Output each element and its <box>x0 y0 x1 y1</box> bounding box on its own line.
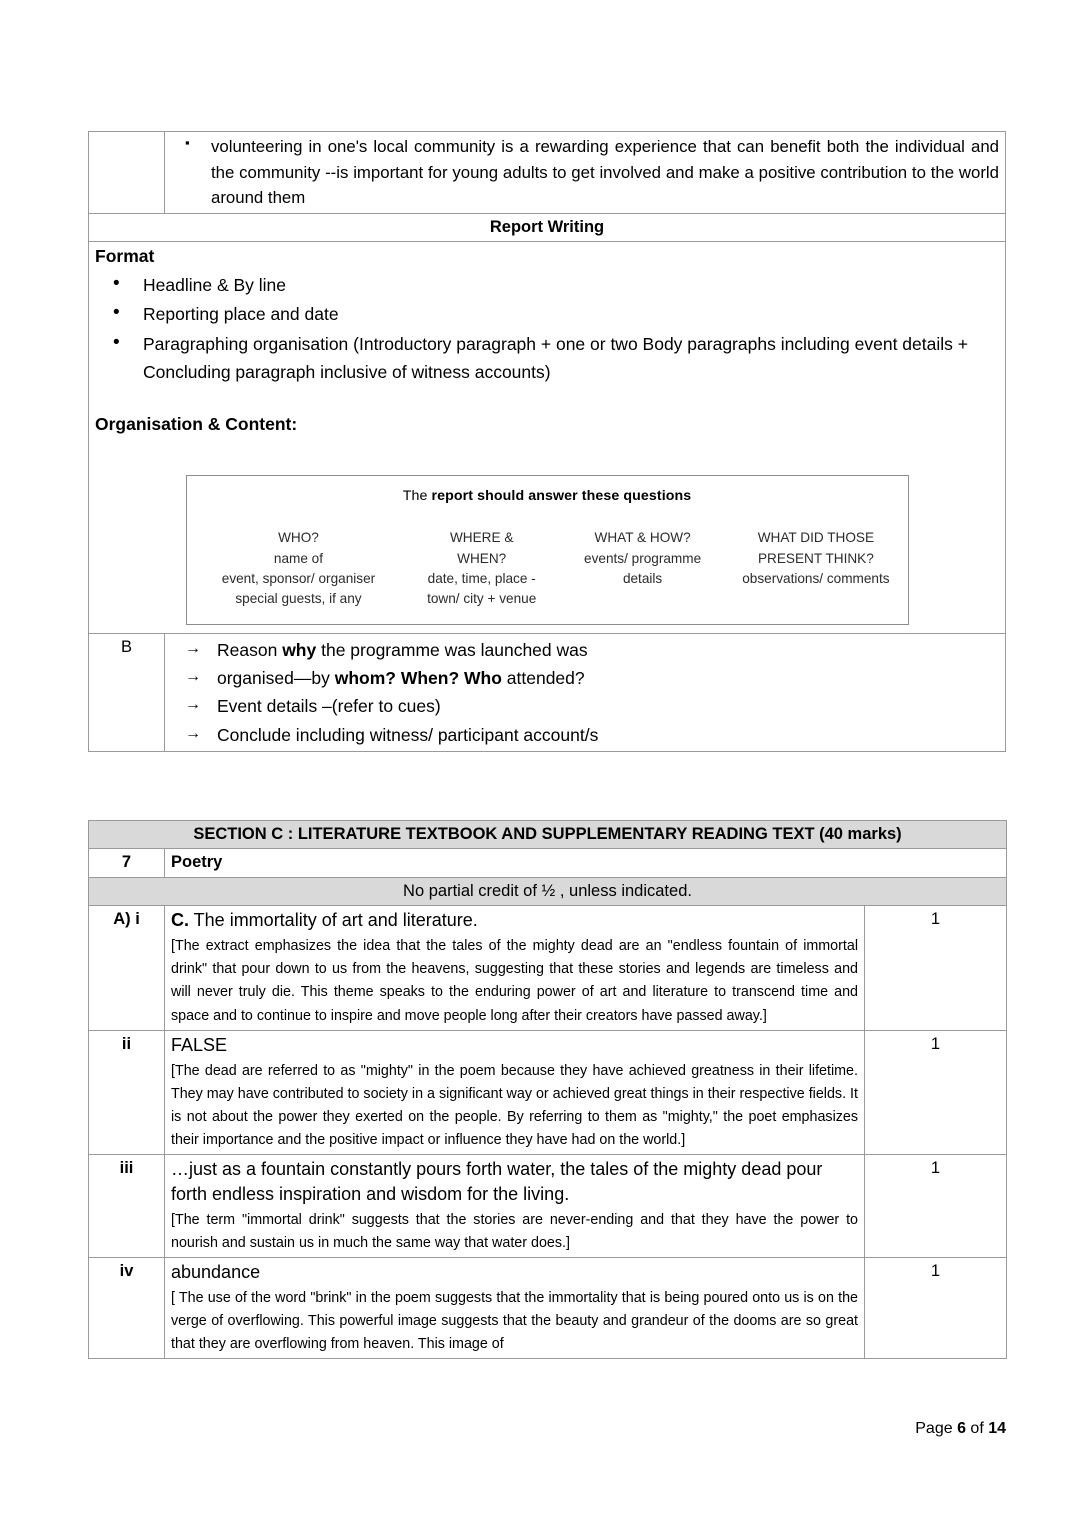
answer-main <box>171 1260 858 1285</box>
diagram-detail-line: date, time, place - <box>427 571 536 587</box>
footer-middle: of <box>965 1420 989 1437</box>
empty-label-cell <box>89 132 165 214</box>
answer-text: …just as a fountain constantly pours forth water, the tales of the mighty dead pour forth endless inspiration and wisdom for the living. <box>171 1159 823 1204</box>
marks-value: 1 <box>865 1258 1007 1359</box>
answer-text: FALSE <box>171 1034 228 1055</box>
table-row <box>89 242 1006 634</box>
report-writing-title: Report Writing <box>89 213 1006 241</box>
item-pre: organised—by <box>217 668 335 689</box>
list-item: • Reporting place and date <box>95 300 999 328</box>
page-footer <box>0 1420 1006 1438</box>
item-pre: Conclude including witness/ participant account/s <box>217 724 599 745</box>
question-title: Poetry <box>165 849 1007 877</box>
table-row <box>89 213 1006 241</box>
format-heading: Format <box>95 246 155 267</box>
table-row <box>89 633 1006 751</box>
diagram-detail-line: special guests, if any <box>235 591 362 607</box>
format-content-cell <box>89 242 1006 634</box>
answer-main <box>171 1033 858 1058</box>
answer-explanation: [The extract emphasizes the idea that the tales of the mighty dead are an "endless fountain of immortal drink" that pour down to us from the heavens, suggesting that these stories and legends are timeless and will never truly die. This theme speaks to the enduring power of art and literature to transcend time and space and to continue to inspire and move people long after their creators have passed away.] <box>171 938 858 1024</box>
diagram-question: WHO? <box>278 530 319 546</box>
format-list <box>95 271 999 386</box>
table-row <box>89 1155 1007 1258</box>
table-row <box>89 1258 1007 1359</box>
diagram-column-what-present-think <box>724 528 907 589</box>
organisation-content-heading: Organisation & Content: <box>95 414 298 435</box>
bullet-content-cell <box>165 132 1006 214</box>
diagram-title-bold: report should answer these questions <box>431 488 692 505</box>
answer-explanation: [ The use of the word "brink" in the poem suggests that the immortality that is being poured onto us is on the verge of overflowing. This powerful image suggests that the beauty and grandeur of the dooms are so great that they are overflowing from heaven. This image of <box>171 1289 858 1353</box>
square-bullet-list <box>171 134 999 211</box>
answer-label: ii <box>89 1030 165 1154</box>
list-item <box>171 721 999 749</box>
list-item <box>171 692 999 720</box>
item-bold: why <box>282 639 317 660</box>
diagram-detail-line: town/ city + venue <box>427 591 537 607</box>
diagram-detail-line: event, sponsor/ organiser <box>221 571 376 587</box>
answer-main <box>171 1157 858 1207</box>
diagram-detail-line: events/ programme <box>584 550 702 566</box>
list-item: • Headline & By line <box>95 271 999 299</box>
answer-explanation: [The term "immortal drink" suggests that the stories are never-ending and that they have the power to nourish and sustain us in much the same way that water does.] <box>171 1211 858 1251</box>
list-item <box>171 664 999 692</box>
diagram-title-prefix: The <box>402 488 432 505</box>
diagram-columns <box>187 528 908 610</box>
answer-cell <box>165 1030 865 1154</box>
report-questions-diagram <box>186 475 909 625</box>
diagram-title <box>187 486 908 506</box>
partial-credit-note: No partial credit of ½ , unless indicated. <box>89 877 1007 905</box>
top-answer-table <box>88 131 1006 752</box>
diagram-detail-line: observations/ comments <box>742 571 890 587</box>
list-item: • Paragraphing organisation (Introductory paragraph + one or two Body paragraphs including event details + Concluding paragraph inclusive of witness accounts) <box>95 330 999 387</box>
report-questions-diagram-wrapper <box>95 475 999 625</box>
table-row <box>89 906 1007 1030</box>
diagram-detail-line: name of <box>273 550 324 566</box>
diagram-column-what-how <box>561 528 724 589</box>
answer-text: The immortality of art and literature. <box>189 910 478 931</box>
diagram-question: WHAT DID THOSE PRESENT THINK? <box>757 530 875 566</box>
marks-value: 1 <box>865 1030 1007 1154</box>
section-c-answer-table <box>88 820 1007 1359</box>
item-pre: Event details –(refer to cues) <box>217 696 441 717</box>
row-label-b: B <box>89 633 165 751</box>
diagram-detail-line: details <box>622 571 663 587</box>
item-bold: whom? When? Who <box>334 668 502 689</box>
footer-page-number: 6 <box>957 1420 966 1437</box>
item-post: attended? <box>501 668 585 689</box>
answer-label: A) i <box>89 906 165 1030</box>
table-row <box>89 877 1007 905</box>
question-number: 7 <box>89 849 165 877</box>
footer-total-pages: 14 <box>988 1420 1006 1437</box>
answer-text: abundance <box>171 1262 261 1283</box>
marks-value: 1 <box>865 906 1007 1030</box>
answer-label: iv <box>89 1258 165 1359</box>
answer-option-letter: C. <box>171 910 189 931</box>
item-post: the programme was launched was <box>316 639 588 660</box>
answer-cell <box>165 1155 865 1258</box>
answer-cell <box>165 906 865 1030</box>
table-row <box>89 849 1007 877</box>
diagram-column-where-when <box>402 528 560 610</box>
table-row <box>89 132 1006 214</box>
table-row <box>89 821 1007 849</box>
diagram-column-who <box>195 528 403 610</box>
diagram-question: WHERE & WHEN? <box>449 530 514 566</box>
diagram-question: WHAT & HOW? <box>594 530 691 546</box>
b-row-content-cell <box>165 633 1006 751</box>
list-item: ▪ volunteering in one's local community is a rewarding experience that can benefit both the individual and the community --is important for young adults to get involved and make a positive contribution to the world around them <box>171 134 999 211</box>
table-row <box>89 1030 1007 1154</box>
section-c-banner: SECTION C : LITERATURE TEXTBOOK AND SUPPLEMENTARY READING TEXT (40 marks) <box>89 821 1007 849</box>
answer-label: iii <box>89 1155 165 1258</box>
footer-prefix: Page <box>915 1420 958 1437</box>
answer-explanation: [The dead are referred to as "mighty" in the poem because they have achieved greatness in their lifetime. They may have contributed to society in a significant way or achieved great things in their respective fields. It is not about the power they exerted on the people. By referring to them as "mighty," the poet emphasizes their importance and the positive impact or influence they have had on the world.] <box>171 1062 858 1149</box>
list-item <box>171 636 999 664</box>
answer-cell <box>165 1258 865 1359</box>
item-pre: Reason <box>217 639 283 660</box>
marks-value: 1 <box>865 1155 1007 1258</box>
arrow-bullet-list <box>171 636 999 749</box>
answer-main <box>171 908 858 933</box>
